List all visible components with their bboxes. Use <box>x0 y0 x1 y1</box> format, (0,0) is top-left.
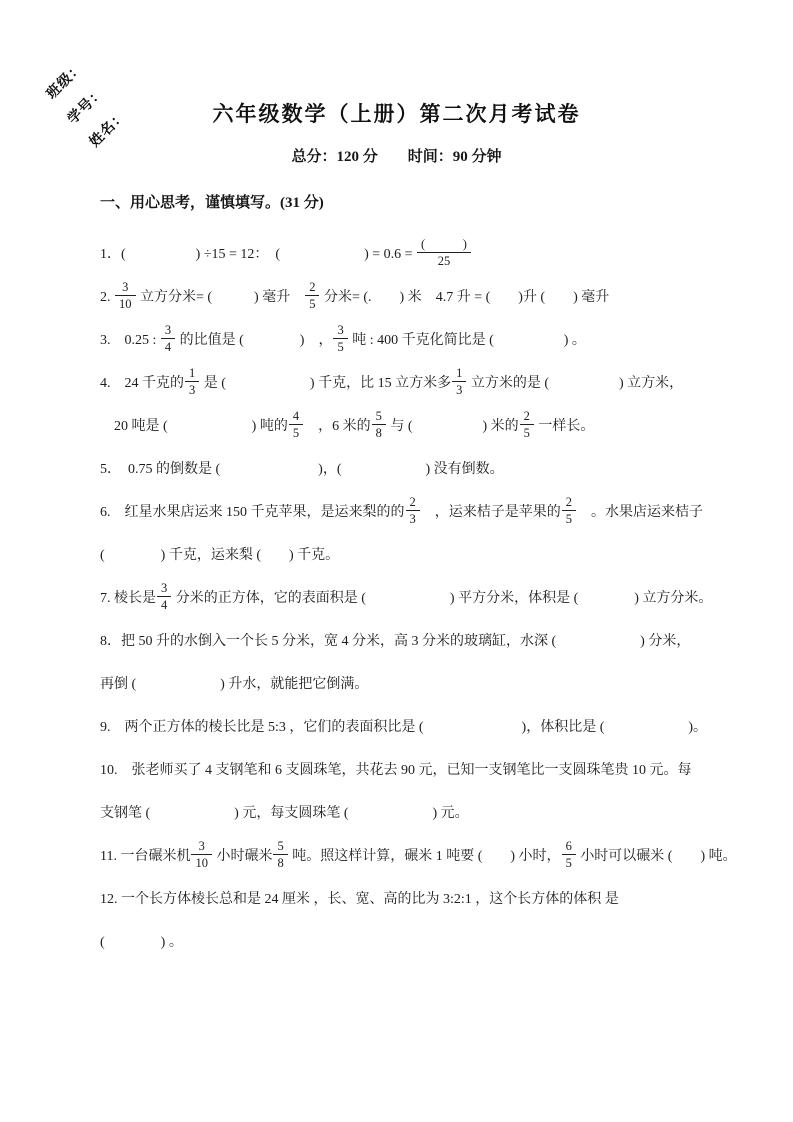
fraction-denominator: 3 <box>409 512 416 527</box>
fraction-denominator: 3 <box>189 383 196 398</box>
fraction <box>417 237 471 269</box>
question-text: 一样长。 <box>534 419 595 434</box>
page-title: 六年级数学（上册）第二次月考试卷 <box>212 102 581 126</box>
fraction-numerator: 5 <box>273 839 287 856</box>
fraction-numerator: 1 <box>452 366 466 383</box>
fraction-denominator: 25 <box>437 254 451 269</box>
fraction <box>273 839 287 871</box>
question-text: 5． 0.75 的倒数是 ( )，( ) 没有倒数。 <box>100 462 504 477</box>
question-text: 与 ( ) 米的 <box>386 419 519 434</box>
question-line <box>100 233 705 276</box>
fraction-numerator: 2 <box>520 409 534 426</box>
fraction-denominator: 10 <box>195 856 208 871</box>
question-text: 小时可以碾米 ( ) 吨。 <box>576 849 737 864</box>
fraction-numerator: 3 <box>161 323 175 340</box>
fraction-numerator: 3 <box>191 839 212 856</box>
question-text: 立方米的是 ( ) 立方米， <box>467 376 684 391</box>
question-line <box>100 491 705 534</box>
fraction-numerator: 1 <box>185 366 199 383</box>
fraction-numerator: 3 <box>157 581 171 598</box>
student-number-label: 学号： <box>65 84 108 128</box>
fraction-numerator: 2 <box>406 495 420 512</box>
question-text: 分米= (. ) 米 4.7 升 = ( )升 ( ) 毫升 <box>320 290 610 305</box>
question-line <box>100 534 705 577</box>
question-text: 是 ( ) 千克，比 15 立方米多 <box>200 376 452 391</box>
question-text: 3. 0.25 : <box>100 333 160 348</box>
question-text: 12. 一个长方体棱长总和是 24 厘米 ，长、宽、高的比为 3:2:1 ，这个长方体的体积 是 <box>100 892 619 907</box>
question-text: ( ) 。 <box>100 935 183 950</box>
question-text: 。水果店运来桔子 <box>577 505 703 520</box>
fraction-numerator: 3 <box>333 323 347 340</box>
fraction <box>452 366 466 398</box>
question-text: 9. 两个正方体的棱长比是 5:3 ，它们的表面积比是 ( )，体积比是 ( )。 <box>100 720 708 735</box>
fraction-denominator: 8 <box>277 856 284 871</box>
fraction <box>191 839 212 871</box>
question-line <box>100 620 705 663</box>
fraction-numerator: 3 <box>115 280 136 297</box>
question-text: 20 吨是 ( ) 吨的 <box>114 419 288 434</box>
class-label: 班级： <box>44 59 87 103</box>
question-line <box>100 577 713 620</box>
question-text: ，运来桔子是苹果的 <box>420 505 561 520</box>
exam-body <box>100 191 737 964</box>
question-text: 分米的正方体，它的表面积是 ( ) 平方分米，体积是 ( ) 立方分米。 <box>172 591 713 606</box>
fraction-denominator: 5 <box>292 426 300 441</box>
question-line <box>100 663 705 706</box>
question-text: 的比值是 ( ) ， <box>176 333 333 348</box>
fraction <box>305 280 319 312</box>
fraction-numerator: 2 <box>562 495 576 512</box>
fraction-numerator: 4 <box>289 409 303 426</box>
exam-score-time-info: 总分：120 分 时间：90 分钟 <box>291 149 502 165</box>
question-line <box>100 835 737 878</box>
fraction-numerator: 6 <box>562 839 576 856</box>
question-line <box>100 921 705 964</box>
fraction-denominator: 8 <box>375 426 382 441</box>
question-text: 7. 棱长是 <box>100 591 156 606</box>
question-line <box>100 878 705 921</box>
question-text: 立方分米= ( ) 毫升 <box>136 290 305 305</box>
fraction-denominator: 3 <box>456 383 463 398</box>
fraction-numerator: 2 <box>305 280 319 297</box>
section-one-heading: 一、用心思考，谨慎填写。(31 分) <box>100 195 324 211</box>
question-text: 支钢笔 ( ) 元，每支圆珠笔 ( ) 元。 <box>100 806 469 821</box>
question-line <box>100 448 705 491</box>
fraction <box>157 581 171 613</box>
fraction <box>372 409 386 441</box>
fraction-denominator: 5 <box>565 856 572 871</box>
fraction <box>562 839 576 871</box>
fraction-denominator: 4 <box>164 340 172 355</box>
fraction <box>406 495 420 527</box>
fraction-denominator: 10 <box>119 297 132 312</box>
questions <box>100 233 737 964</box>
fraction <box>185 366 199 398</box>
question-line <box>100 749 705 792</box>
question-line <box>100 319 705 362</box>
question-text: 小时碾米 <box>212 849 273 864</box>
question-text: ( ) 千克，运来梨 ( ) 千克。 <box>100 548 340 563</box>
fraction <box>520 409 534 441</box>
fraction <box>562 495 576 527</box>
question-text: 4. 24 千克的 <box>100 376 184 391</box>
fraction <box>333 323 347 355</box>
question-line <box>100 405 705 448</box>
fraction-denominator: 4 <box>161 598 168 613</box>
question-line <box>100 792 705 835</box>
fraction-denominator: 5 <box>337 340 344 355</box>
question-line <box>100 276 705 319</box>
fraction-denominator: 5 <box>565 512 572 527</box>
question-text: 吨 : 400 千克化简比是 ( ) 。 <box>348 333 586 348</box>
fraction <box>115 280 136 312</box>
question-text: 吨。照这样计算，碾米 1 吨要 ( ) 小时， <box>288 849 561 864</box>
question-text: 1．( ) ÷15 = 12： ( ) = 0.6 = <box>100 247 417 262</box>
question-text: 2. <box>100 290 114 305</box>
fraction-numerator: 5 <box>372 409 386 426</box>
fraction-denominator: 5 <box>523 426 530 441</box>
fraction <box>161 323 175 355</box>
fraction <box>289 409 303 441</box>
question-text: 6. 红星水果店运来 150 千克苹果，是运来梨的的 <box>100 505 405 520</box>
name-label: 姓名： <box>87 107 130 151</box>
question-text: 8．把 50 升的水倒入一个长 5 分米，宽 4 分米，高 3 分米的玻璃缸，水深 ( ) 分米， <box>100 634 691 649</box>
question-text: ，6 米的 <box>304 419 371 434</box>
question-text: 10. 张老师买了 4 支钢笔和 6 支圆珠笔，共花去 90 元，已知一支钢笔比一支圆珠笔贵 10 元。每 <box>100 763 692 778</box>
question-text: 再倒 ( ) 升水，就能把它倒满。 <box>100 677 369 692</box>
fraction-denominator: 5 <box>309 297 316 312</box>
fraction-numerator: ( ) <box>417 237 471 254</box>
question-text: 11. 一台碾米机 <box>100 849 191 864</box>
question-line <box>100 706 708 749</box>
question-line <box>100 362 705 405</box>
